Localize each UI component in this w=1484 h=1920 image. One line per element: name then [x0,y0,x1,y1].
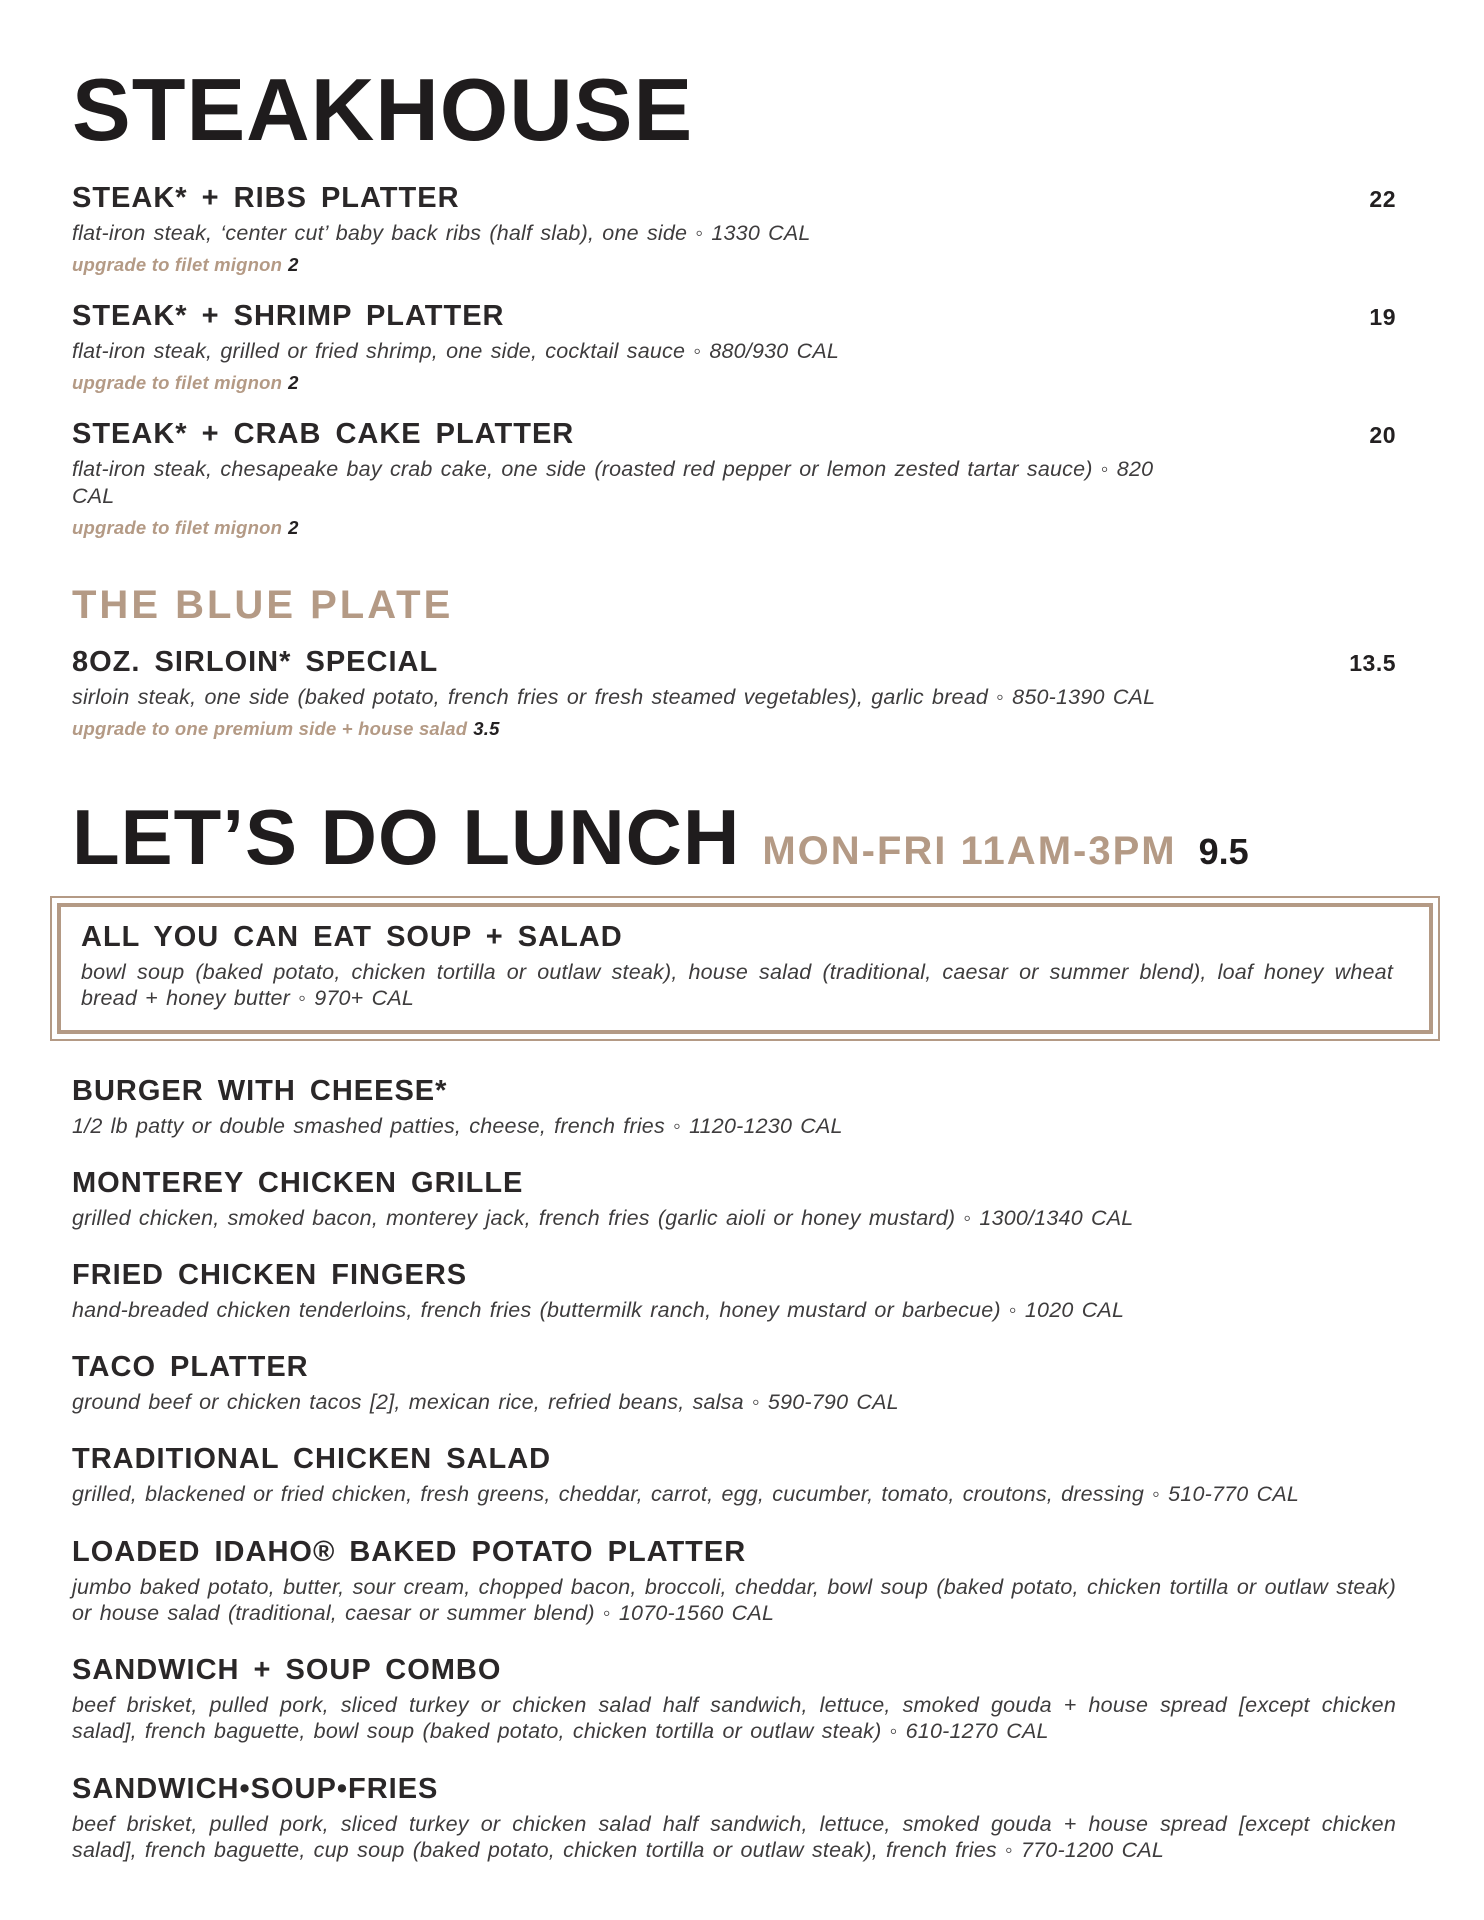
upgrade-price: 2 [288,516,299,538]
menu-item-sandwich-soup-fries [72,1773,1396,1863]
item-name: MONTEREY CHICKEN GRILLE [72,1166,524,1199]
featured-box [50,896,1440,1040]
item-description: ground beef or chicken tacos [2], mexican rice, refried beans, salsa ◦ 590-790 CAL [72,1390,899,1415]
menu-item-taco-platter [72,1351,1396,1415]
item-name: STEAK* + RIBS PLATTER [72,182,460,214]
menu-item-monterey-chicken-grille [72,1167,1396,1231]
menu-item-burger-with-cheese [72,1075,1396,1139]
upgrade-label: upgrade to filet mignon [72,516,283,538]
item-header [72,418,1396,451]
upgrade-label: upgrade to filet mignon [72,254,283,276]
section-lunch [72,793,1396,1863]
menu-item-steak-ribs [72,182,1396,276]
item-name: STEAK* + SHRIMP PLATTER [72,300,505,333]
menu-item-traditional-chicken-salad [72,1443,1396,1507]
item-header [72,300,1396,333]
menu-item-steak-crab-cake [72,418,1396,538]
item-description: bowl soup (baked potato, chicken tortilla or outlaw steak), house salad (traditional, caesar or summer blend), loaf honey wheat bread + honey butter ◦ 970+ CAL [81,960,1393,1011]
item-description: flat-iron steak, chesapeake bay crab cake, one side (roasted red pepper or lemon zested tartar sauce) ◦ 820 CAL [72,457,1154,508]
menu-item-loaded-idaho-baked-potato [72,1536,1396,1626]
item-description: beef brisket, pulled pork, sliced turkey or chicken salad half sandwich, lettuce, smoked gouda + house spread [except chicken salad], french baguette, bowl soup (baked potato, chicken tortilla or outlaw steak) ◦ 610-1270 CAL [72,1693,1396,1744]
item-header [72,646,1396,679]
section-steakhouse [72,60,1396,539]
item-price: 20 [1369,422,1396,449]
blue-plate-section-title: THE BLUE PLATE [72,582,454,627]
item-name: FRIED CHICKEN FINGERS [72,1258,468,1291]
menu-item-fried-chicken-fingers [72,1259,1396,1323]
item-description: grilled chicken, smoked bacon, monterey jack, french fries (garlic aioli or honey mustard) ◦ 1300/1340 CAL [72,1205,1134,1230]
section-blue-plate [72,583,1396,740]
upgrade-note [72,372,1396,394]
featured-box-inner [57,903,1433,1033]
item-price: 19 [1369,304,1396,331]
item-name: BURGER WITH CHEESE* [72,1074,448,1107]
item-description: 1/2 lb patty or double smashed patties, cheese, french fries ◦ 1120-1230 CAL [72,1113,843,1138]
item-description: flat-iron steak, ‘center cut’ baby back ribs (half slab), one side ◦ 1330 CAL [72,221,811,245]
upgrade-price: 2 [288,372,299,394]
item-name: SANDWICH•SOUP•FRIES [72,1772,439,1805]
item-name: STEAK* + CRAB CAKE PLATTER [72,418,575,451]
upgrade-label: upgrade to filet mignon [72,372,283,394]
item-name: TACO PLATTER [72,1351,309,1384]
item-price: 13.5 [1349,649,1396,676]
lunch-schedule: MON-FRI 11AM-3PM [762,829,1177,874]
item-description: hand-breaded chicken tenderloins, french fries (buttermilk ranch, honey mustard or barbecue) ◦ 1020 CAL [72,1297,1125,1322]
item-header [72,182,1396,215]
upgrade-price: 2 [288,254,299,276]
upgrade-note [72,517,1396,539]
item-description: grilled, blackened or fried chicken, fresh greens, cheddar, carrot, egg, cucumber, tomato, croutons, dressing ◦ 510-770 CAL [72,1482,1300,1507]
menu-item-sirloin-special [72,646,1396,740]
steakhouse-section-title: STEAKHOUSE [72,60,694,159]
upgrade-note [72,254,1396,276]
item-description: beef brisket, pulled pork, sliced turkey or chicken salad half sandwich, lettuce, smoked gouda + house spread [except chicken salad], french baguette, cup soup (baked potato, chicken tortilla or outlaw steak), french fries ◦ 770-1200 CAL [72,1811,1396,1862]
item-description: jumbo baked potato, butter, sour cream, chopped bacon, broccoli, cheddar, bowl soup (baked potato, chicken tortilla or outlaw steak) or house salad (traditional, caesar or summer blend) ◦ 1070-1560 CAL [72,1574,1396,1625]
menu-item-steak-shrimp [72,300,1396,394]
item-description: flat-iron steak, grilled or fried shrimp, one side, cocktail sauce ◦ 880/930 CAL [72,339,840,364]
item-price: 22 [1369,186,1396,212]
item-name: ALL YOU CAN EAT SOUP + SALAD [81,921,623,954]
item-name: TRADITIONAL CHICKEN SALAD [72,1443,552,1476]
upgrade-label: upgrade to one premium side + house salad [72,718,468,740]
item-name: 8OZ. SIRLOIN* SPECIAL [72,645,439,678]
menu-item-sandwich-soup-combo [72,1654,1396,1744]
item-description: sirloin steak, one side (baked potato, french fries or fresh steamed vegetables), garlic bread ◦ 850-1390 CAL [72,684,1156,709]
lunch-section-title: LET’S DO LUNCH [72,793,741,882]
lunch-section-header [72,793,1396,882]
lunch-price: 9.5 [1198,831,1249,873]
item-name: LOADED IDAHO® BAKED POTATO PLATTER [72,1535,747,1568]
upgrade-note [72,718,1396,740]
item-name: SANDWICH + SOUP COMBO [72,1654,502,1687]
upgrade-price: 3.5 [473,718,500,740]
